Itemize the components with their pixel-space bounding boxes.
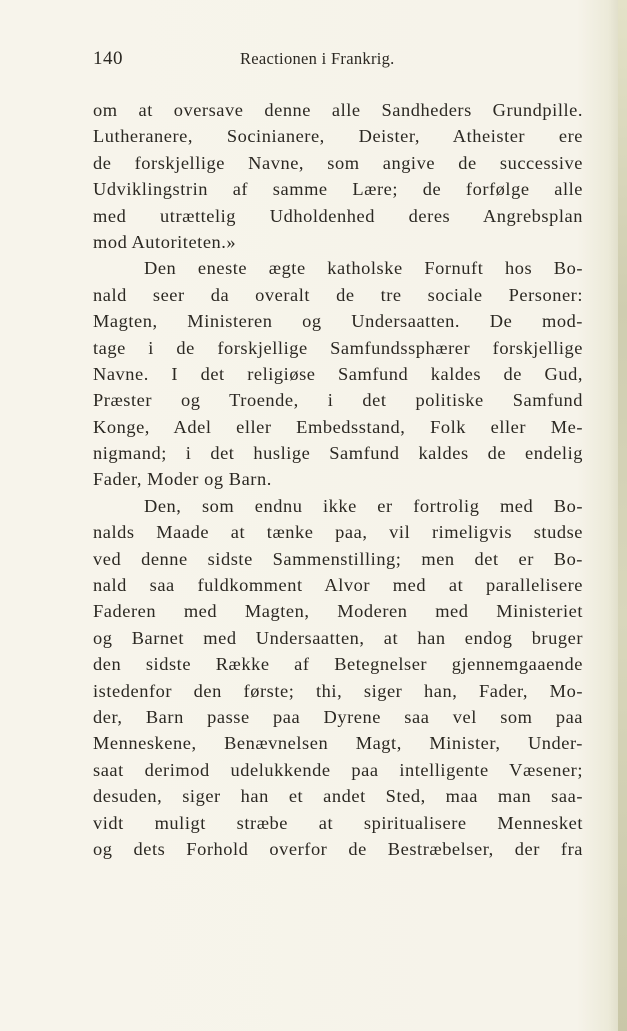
text-line: Magten, Ministeren og Undersaatten. De mod- — [93, 311, 583, 332]
text-line: vidt muligt stræbe at spiritualisere Mennesket — [93, 812, 583, 833]
text-line: Menneskene, Benævnelsen Magt, Minister, Under- — [93, 733, 583, 754]
running-title: Reactionen i Frankrig. — [240, 49, 395, 68]
running-header — [93, 48, 563, 74]
text-line: med utrættelig Udholdenhed deres Angrebsplan — [93, 205, 583, 226]
text-line: nald seer da overalt de tre sociale Personer: — [93, 284, 583, 305]
text-line: Navne. I det religiøse Samfund kaldes de Gud, — [93, 363, 583, 384]
text-line: istedenfor den første; thi, siger han, Fader, Mo- — [93, 680, 583, 701]
text-line: Den, som endnu ikke er fortrolig med Bo- — [144, 495, 583, 516]
text-line: Udviklingstrin af samme Lære; de forfølge alle — [93, 179, 583, 200]
text-line: Lutheranere, Socinianere, Deister, Atheister ere — [93, 126, 583, 147]
text-line: mod Autoriteten.» — [93, 231, 237, 252]
text-line: saat derimod udelukkende paa intelligente Væsener; — [93, 759, 583, 780]
text-line: tage i de forskjellige Samfundssphærer forskjellige — [93, 337, 583, 358]
text-line: de forskjellige Navne, som angive de successive — [93, 152, 583, 173]
text-line: nald saa fuldkomment Alvor med at parallelisere — [93, 575, 583, 596]
text-line: nigmand; i det huslige Samfund kaldes de endelig — [93, 443, 583, 464]
text-line: nalds Maade at tænke paa, vil rimeligvis studse — [93, 522, 583, 543]
text-line: ved denne sidste Sammenstilling; men det er Bo- — [93, 548, 583, 569]
text-line: Præster og Troende, i det politiske Samfund — [93, 390, 583, 411]
text-line: Den eneste ægte katholske Fornuft hos Bo- — [144, 258, 583, 279]
body-text — [93, 97, 583, 862]
text-line: den sidste Række af Betegnelser gjennemgaaende — [93, 654, 583, 675]
text-line: Fader, Moder og Barn. — [93, 469, 272, 490]
page-number: 140 — [93, 48, 123, 69]
text-line: desuden, siger han et andet Sted, maa man saa- — [93, 786, 583, 807]
text-line: og dets Forhold overfor de Bestræbelser, der fra — [93, 838, 583, 859]
text-line: Konge, Adel eller Embedsstand, Folk eller Me- — [93, 416, 583, 437]
text-line: Faderen med Magten, Moderen med Ministeriet — [93, 601, 583, 622]
text-line: om at oversave denne alle Sandheders Grundpille. — [93, 100, 583, 120]
text-line: der, Barn passe paa Dyrene saa vel som paa — [93, 706, 583, 727]
text-line: og Barnet med Undersaatten, at han endog bruger — [93, 627, 583, 648]
page-edge — [618, 0, 627, 1031]
